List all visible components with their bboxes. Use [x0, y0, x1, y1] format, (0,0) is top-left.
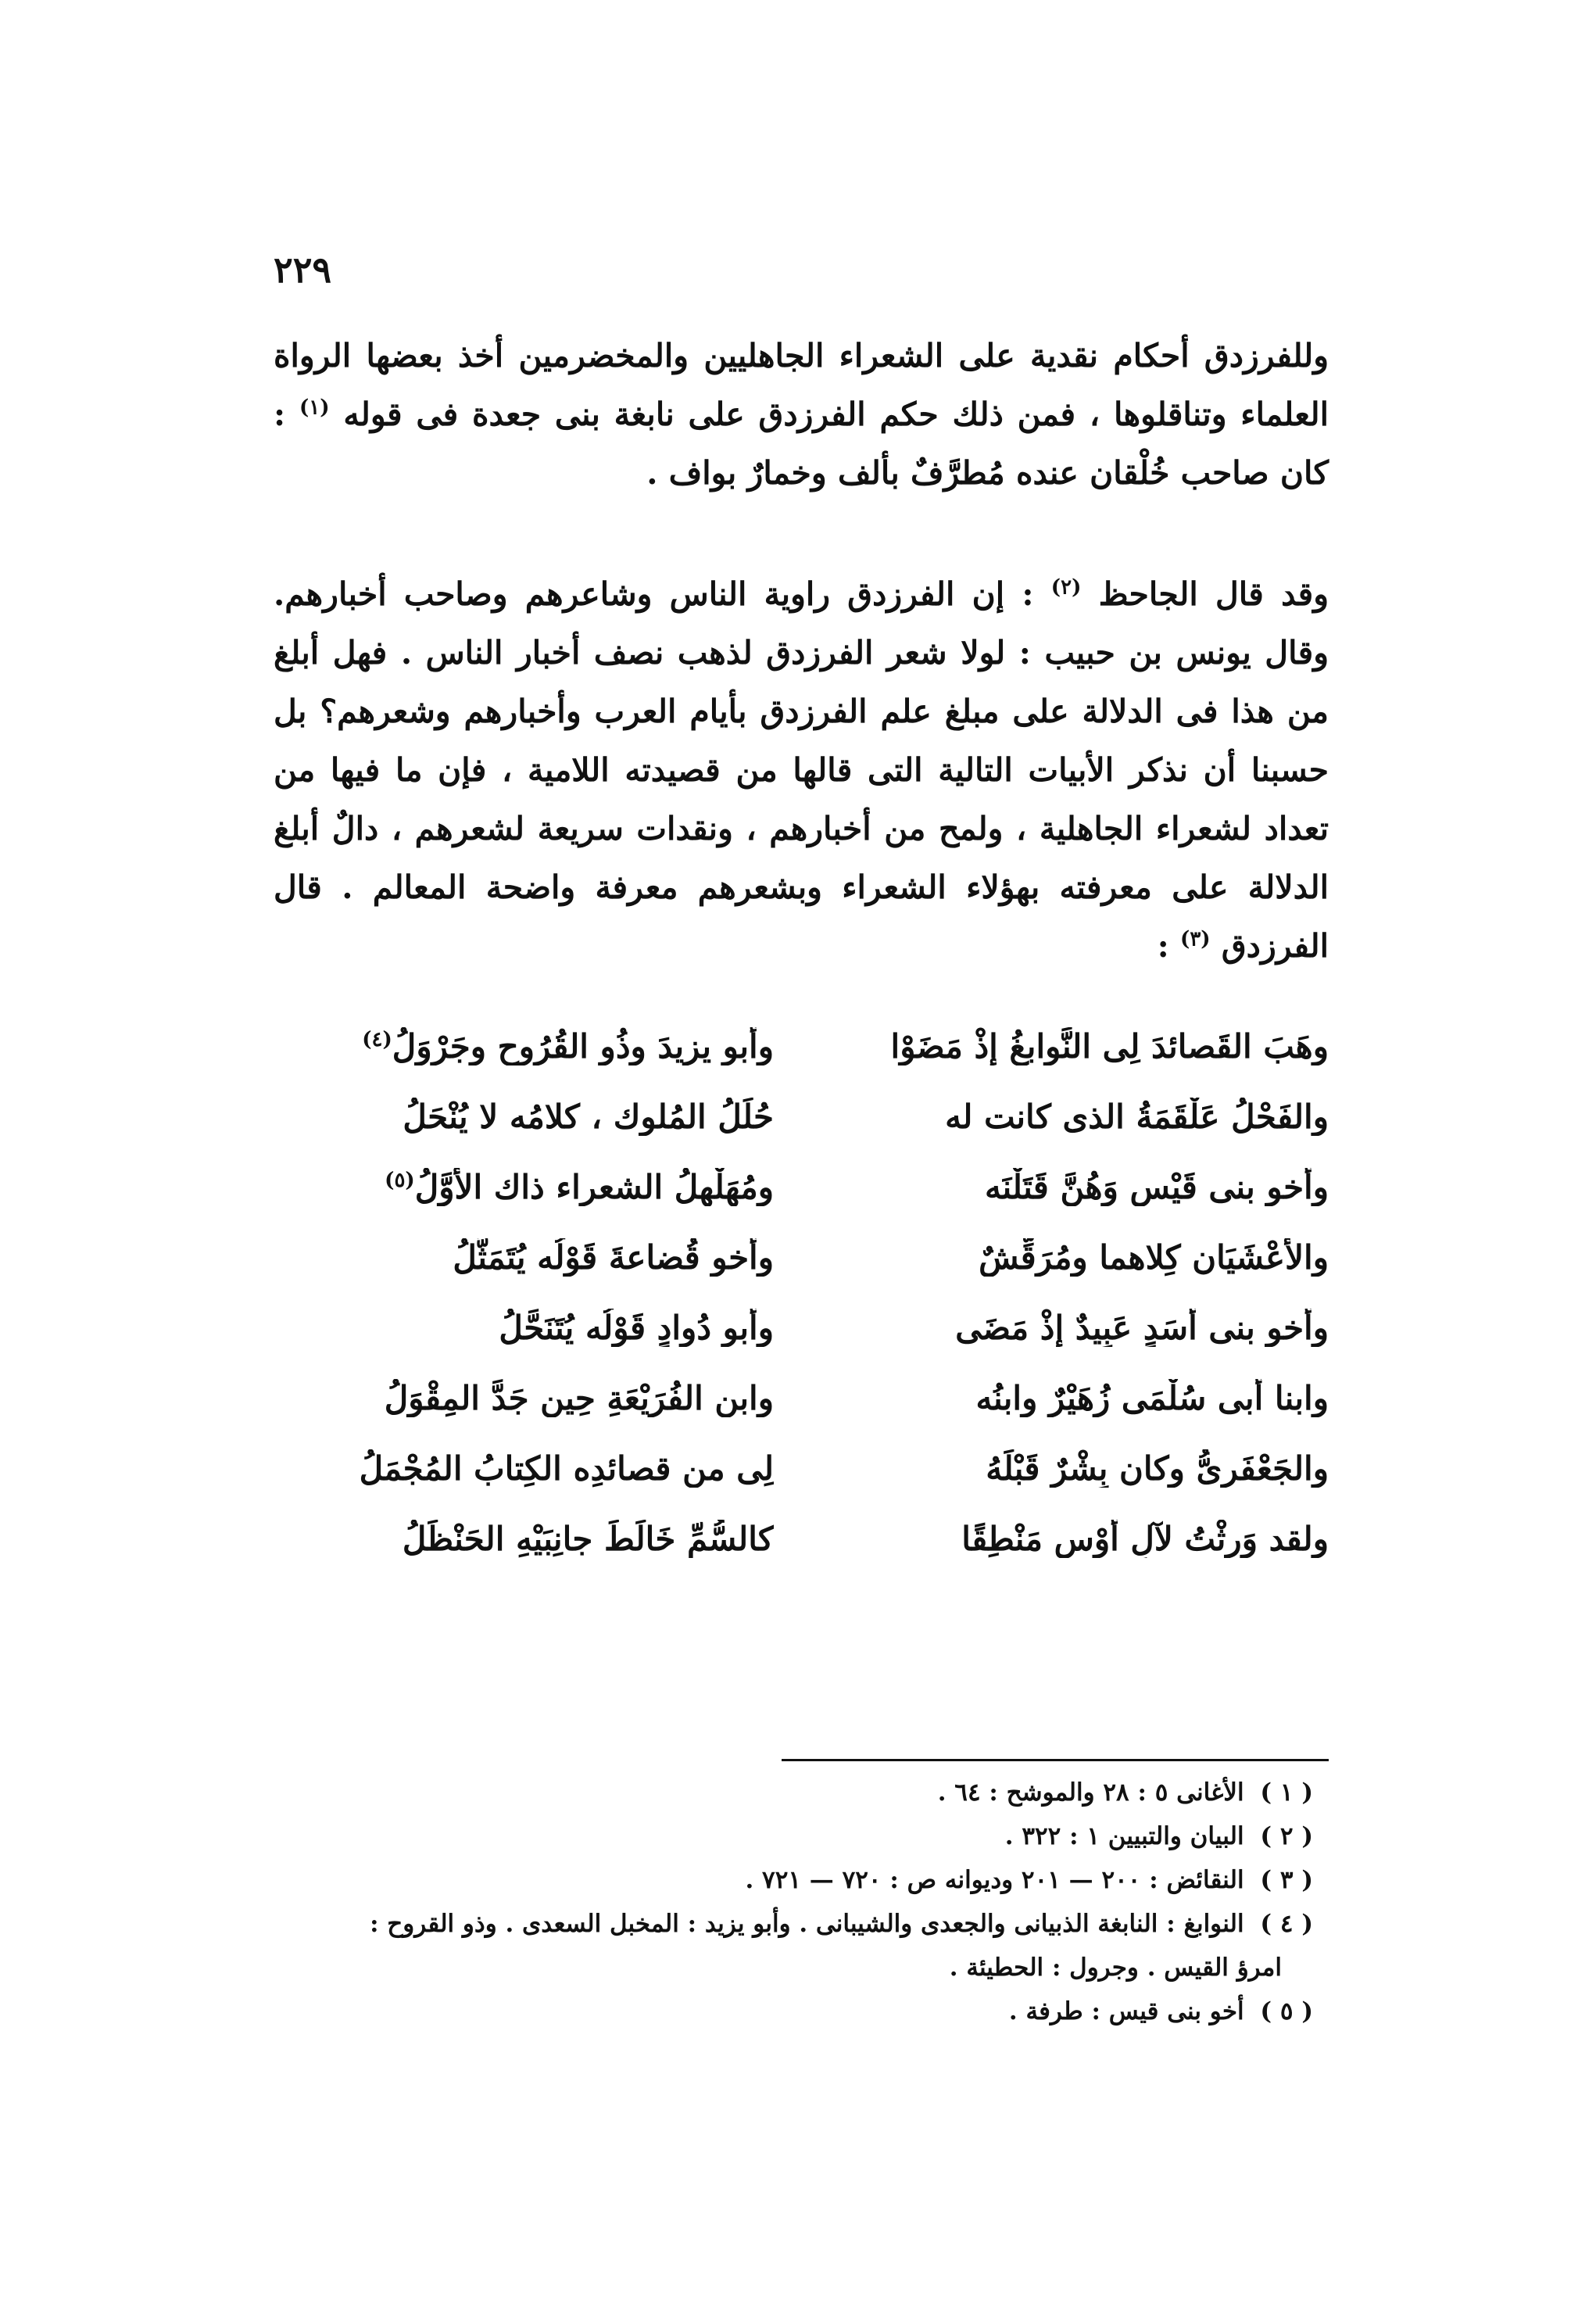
footnote-continuation: امرؤ القيس . وجرول : الحطيئة .: [949, 1954, 1282, 1982]
footnote-item: [274, 1902, 1329, 1946]
verse-line: [274, 1503, 1329, 1574]
footnote-item: [274, 1990, 1329, 2033]
paragraph-1: [274, 327, 1329, 503]
footnote-text: النقائض : ٢٠٠ — ٢٠١ وديوانه ص : ٧٢٠ — ٧٢١ .: [745, 1866, 1244, 1894]
footnote-marker: ( ٥ ): [1260, 1997, 1313, 2025]
paragraph-1-after: : كان صاحب خُلْقان عنده مُطرَّفٌ بألف وخمارٌ بواف .: [274, 396, 1329, 492]
verse-second-text: وأبو يزيدَ وذُو القُرُوحِ وجَرْوَلُ: [392, 1026, 774, 1066]
verse-line: [274, 1292, 1329, 1363]
footnote-item: [274, 1814, 1329, 1858]
footnote-item: [274, 1771, 1329, 1814]
footnote-ref-2: (٢): [1050, 575, 1082, 600]
verse-line: [274, 1081, 1329, 1152]
verse-second-hemistich: كالسُّمِّ خَالَطَ جانِبَيْهِ الحَنْظَلُ: [402, 1519, 774, 1558]
verse-first-hemistich: وابنا أبى سُلْمَى زُهَيْرٌ وابنُه: [975, 1378, 1329, 1417]
footnote-ref-1: (١): [299, 396, 330, 420]
verse-second-hemistich: وابن الفُرَيْعَةِ حِين جَدَّ المِقْوَلُ: [384, 1378, 774, 1417]
verse-second-hemistich: [274, 1027, 774, 1066]
footnote-marker: ( ٤ ): [1260, 1910, 1313, 1938]
footnote-text: النوابغ : النابغة الذبيانى والجعدى والشيبانى . وأبو يزيد : المخبل السعدى . وذو القروح :: [370, 1910, 1244, 1938]
verse-line: [274, 1152, 1329, 1222]
footnote-marker: ( ٢ ): [1260, 1822, 1313, 1850]
paragraph-2-text: وقد قال الجاحظ: [1098, 575, 1329, 613]
verse-line: [274, 1363, 1329, 1433]
verse-line: [274, 1011, 1329, 1081]
verse-first-hemistich: والفَحْلُ عَلْقَمَةُ الذى كانت له: [945, 1097, 1329, 1136]
paragraph-2-after: : إن الفرزدق راوية الناس وشاعرهم وصاحب أخبارهم. وقال يونس بن حبيب : لولا شعر الفرزدق لذهب نصف أخبار الناس . فهل أبلغ من هذا فى الدلالة على مبلغ علم الفرزدق بأيام العرب وأخبارهم وشعرهم؟ بل حسبنا أن نذكر الأبيات التالية التى قالها من قصيدته اللامية ، فإن ما فيها من تعداد لشعراء الجاهلية ، ولمح من أخبارهم ، ونقدات سريعة لشعرهم ، دالٌ أبلغ الدلالة على معرفته بهؤلاء الشعراء وبشعرهم معرفة واضحة المعالم . قال الفرزدق: [274, 575, 1329, 965]
verse-second-hemistich: لِى من قصائدِه الكِتابُ المُجْمَلُ: [359, 1449, 774, 1488]
footnote-ref-3: (٣): [1180, 927, 1211, 951]
paragraph-2: [274, 565, 1329, 976]
poem: [274, 1011, 1329, 1574]
verse-first-hemistich: وأخو بنى أَسَدٍ عَبِيدٌ إذْ مَضَى: [955, 1308, 1329, 1347]
footnote-ref-4: (٤): [362, 1027, 392, 1051]
footnote-marker: ( ٣ ): [1260, 1866, 1313, 1894]
footnote-ref-5: (٥): [385, 1168, 415, 1192]
footnotes: [274, 1771, 1329, 2033]
footnote-text: البيان والتبيين ١ : ٣٢٢ .: [1004, 1822, 1244, 1850]
verse-second-text: ومُهَلْهِلُ الشعراء ذاك الأوَّلُ: [414, 1167, 774, 1206]
verse-second-hemistich: وأبو دُوادٍ قَوْلُه يُتَنَحَّلُ: [499, 1308, 774, 1347]
verse-first-hemistich: والأعْشَيَان كِلاهما ومُرَقِّشٌ: [979, 1237, 1329, 1277]
footnote-item: [274, 1858, 1329, 1902]
verse-second-hemistich: حُلَلُ المُلوك ، كلامُه لا يُنْحَلُ: [403, 1097, 774, 1136]
footnote-divider: [782, 1759, 1329, 1761]
verse-line: [274, 1222, 1329, 1292]
verse-second-hemistich: [274, 1168, 774, 1206]
verse-first-hemistich: وأخو بنى قَيْسٍ وَهُنَّ قَتَلْنَه: [984, 1167, 1329, 1206]
paragraph-1-text: وللفرزدق أحكام نقدية على الشعراء الجاهليين والمخضرمين أخذ بعضها الرواة العلماء وتناقلوها ، فمن ذلك حكم الفرزدق على نابغة بنى جعدة فى قوله: [274, 337, 1329, 433]
footnote-marker: ( ١ ): [1260, 1778, 1313, 1807]
paragraph-2-after2: :: [1157, 927, 1169, 965]
verse-first-hemistich: وهَبَ القَصائدَ لِى النَّوابغُ إذْ مَضَوْا: [890, 1026, 1329, 1066]
verse-second-hemistich: وأخو قُضاعةَ قَوْلُه يُتَمَثَّلُ: [453, 1237, 774, 1277]
verse-first-hemistich: ولقد وَرِثْتُ لآلِ أَوْسٍ مَنْطِقًا: [961, 1519, 1329, 1558]
verse-line: [274, 1433, 1329, 1503]
footnote-text: الأغانى ٥ : ٢٨ والموشح : ٦٤ .: [937, 1778, 1244, 1807]
page-number: ٢٢٩: [274, 249, 332, 291]
verse-first-hemistich: والجَعْفَرِىُّ وكان بِشْرٌ قَبْلَهُ: [986, 1449, 1329, 1488]
footnote-text: أخو بنى قيس : طرفة .: [1008, 1997, 1244, 2025]
